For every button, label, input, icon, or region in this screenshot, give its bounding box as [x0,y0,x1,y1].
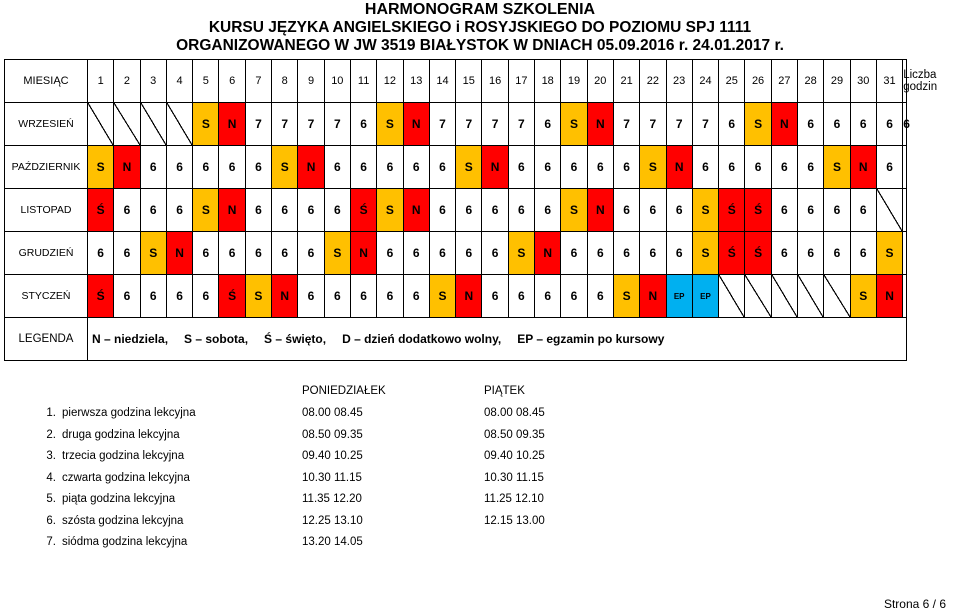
day-header: 27 [771,60,797,103]
day-header: 10 [324,60,350,103]
day-cell: 7 [640,103,666,146]
day-header: 12 [377,60,403,103]
day-cell: 6 [640,232,666,275]
day-header: 4 [166,60,192,103]
lesson-number: 6. [46,514,56,527]
day-cell: 6 [245,189,271,232]
day-cell: 7 [613,103,639,146]
day-cell: 6 [219,232,245,275]
day-cell: 6 [561,232,587,275]
day-cell: 7 [324,103,350,146]
day-cell: 6 [88,232,114,275]
day-cell: N [272,275,298,318]
day-cell: 6 [429,232,455,275]
empty-day-cell [771,275,797,318]
day-cell: EP [692,275,718,318]
total-cell [903,232,907,275]
day-cell: 6 [745,146,771,189]
day-cell: Ś [745,189,771,232]
day-header: 18 [535,60,561,103]
day-cell: 6 [245,232,271,275]
friday-time: 08.50 09.35 [484,428,545,441]
lesson-name: trzecia godzina lekcyjna [62,450,185,462]
day-cell: 7 [456,103,482,146]
day-cell: 7 [692,103,718,146]
total-hours-header: Liczba godzin [903,60,907,103]
day-header: 24 [692,60,718,103]
day-header: 13 [403,60,429,103]
title-line-1: HARMONOGRAM SZKOLENIA [364,1,596,18]
day-cell: 6 [613,232,639,275]
day-cell: 6 [771,189,797,232]
empty-day-cell [798,275,824,318]
lesson-number: 7. [46,536,56,548]
day-cell: 6 [272,232,298,275]
day-cell: 7 [272,103,298,146]
day-cell: 6 [561,275,587,318]
day-cell: S [193,189,219,232]
day-cell: N [456,275,482,318]
day-cell: 6 [535,189,561,232]
total-cell [903,189,907,232]
month-label: WRZESIEŃ [5,103,88,146]
legend-item: EP – egzamin po kursowy [517,332,665,346]
day-cell: 6 [850,189,876,232]
schedule-table [4,59,938,361]
day-cell: 6 [298,232,324,275]
day-cell: 6 [166,146,192,189]
day-cell: 6 [193,146,219,189]
day-header: 29 [824,60,850,103]
day-cell: 6 [377,275,403,318]
lesson-name: pierwsza godzina lekcyjna [62,407,196,419]
day-cell: N [219,103,245,146]
day-header: 20 [587,60,613,103]
day-cell: 6 [403,232,429,275]
month-label: LISTOPAD [5,189,88,232]
day-cell: S [456,146,482,189]
month-column-header: MIESIĄC [5,60,88,103]
day-cell: 7 [666,103,692,146]
day-header: 30 [850,60,876,103]
monday-time: 11.35 12.20 [302,493,362,505]
day-header: 3 [140,60,166,103]
day-cell: S [377,103,403,146]
day-cell: Ś [88,189,114,232]
day-cell: 6 [377,232,403,275]
day-cell: N [403,189,429,232]
day-cell: S [850,275,876,318]
day-cell: 6 [508,275,534,318]
day-cell: N [640,275,666,318]
day-cell: 6 [324,189,350,232]
monday-time: 08.50 09.35 [302,428,363,441]
day-cell: Ś [719,232,745,275]
day-cell: 6 [587,232,613,275]
day-cell: N [850,146,876,189]
month-label: PAŹDZIERNIK [5,146,88,189]
day-cell: S [508,232,534,275]
day-cell: S [88,146,114,189]
monday-header: PONIEDZIAŁEK [302,385,386,397]
day-cell: 6 [798,103,824,146]
empty-day-cell [166,103,192,146]
day-cell: Ś [219,275,245,318]
day-header: 21 [613,60,639,103]
day-cell: S [324,232,350,275]
day-header: 9 [298,60,324,103]
empty-day-cell [719,275,745,318]
day-cell: 7 [245,103,271,146]
day-header: 5 [193,60,219,103]
day-cell: 6 [613,189,639,232]
monday-time: 12.25 13.10 [302,514,363,527]
lesson-name: czwarta godzina lekcyjna [62,471,190,484]
total-cell: 6 [903,103,907,146]
day-cell: 6 [798,232,824,275]
day-cell: 6 [114,189,140,232]
day-cell: N [114,146,140,189]
day-cell: S [824,146,850,189]
lesson-number: 2. [46,428,56,441]
day-cell: 6 [114,232,140,275]
lesson-name: piąta godzina lekcyjna [62,493,176,505]
day-cell: 6 [298,189,324,232]
total-cell [903,146,907,189]
day-cell: 6 [403,275,429,318]
title-line-3: ORGANIZOWANEGO W JW 3519 BIAŁYSTOK W DNIACH 05.09.2016 r. 24.01.2017 r. [176,37,784,54]
day-cell: 6 [587,275,613,318]
day-header: 11 [350,60,376,103]
monday-time: 08.00 08.45 [302,407,363,419]
day-header: 28 [798,60,824,103]
day-header: 2 [114,60,140,103]
day-cell: 6 [114,275,140,318]
day-cell: 6 [824,232,850,275]
day-cell: N [482,146,508,189]
day-cell: 6 [824,103,850,146]
day-cell: N [219,189,245,232]
day-cell: 6 [377,146,403,189]
day-cell: S [745,103,771,146]
day-cell: S [876,232,902,275]
day-cell: 6 [403,146,429,189]
friday-header: PIĄTEK [484,385,525,397]
day-cell: 6 [719,146,745,189]
day-cell: 6 [508,146,534,189]
day-cell: Ś [350,189,376,232]
month-label: GRUDZIEŃ [5,232,88,275]
legend-item: Ś – święto, [264,332,327,346]
day-cell: S [692,232,718,275]
day-cell: Ś [88,275,114,318]
day-cell: 6 [824,189,850,232]
day-cell: 6 [245,146,271,189]
day-cell: 6 [140,146,166,189]
day-cell: N [587,189,613,232]
day-cell: N [587,103,613,146]
day-cell: S [561,189,587,232]
day-cell: 6 [193,275,219,318]
legend [88,318,907,361]
title-line-2: KURSU JĘZYKA ANGIELSKIEGO i ROSYJSKIEGO DO POZIOMU SPJ 1111 [208,19,752,36]
day-cell: 6 [166,275,192,318]
day-header: 8 [272,60,298,103]
day-cell: 6 [350,146,376,189]
lesson-name: szósta godzina lekcyjna [62,514,184,527]
legend-item: N – niedziela, [92,332,169,346]
day-cell: S [272,146,298,189]
day-header: 14 [429,60,455,103]
empty-day-cell [140,103,166,146]
day-cell: 6 [719,103,745,146]
lesson-number: 3. [46,450,56,462]
lesson-name: druga godzina lekcyjna [62,428,180,441]
day-cell: 6 [771,232,797,275]
empty-day-cell [876,189,902,232]
day-cell: Ś [745,232,771,275]
day-header: 17 [508,60,534,103]
day-cell: N [666,146,692,189]
day-cell: Ś [719,189,745,232]
empty-day-cell [114,103,140,146]
day-cell: EP [666,275,692,318]
monday-time: 10.30 11.15 [302,471,362,484]
day-header: 25 [719,60,745,103]
day-cell: S [561,103,587,146]
day-cell: 6 [613,146,639,189]
day-header: 22 [640,60,666,103]
day-header: 19 [561,60,587,103]
lesson-number: 4. [46,471,56,484]
day-cell: N [771,103,797,146]
day-cell: 6 [850,232,876,275]
day-cell: 6 [219,146,245,189]
day-cell: N [350,232,376,275]
total-cell [903,275,907,318]
day-cell: 6 [298,275,324,318]
day-cell: 6 [324,146,350,189]
day-cell: 6 [850,103,876,146]
empty-day-cell [824,275,850,318]
day-cell: 6 [140,189,166,232]
day-cell: 6 [482,275,508,318]
legend-item: D – dzień dodatkowo wolny, [342,332,502,346]
page-number: Strona 6 / 6 [883,597,946,611]
day-cell: N [535,232,561,275]
friday-time: 08.00 08.45 [484,407,545,419]
day-header: 1 [88,60,114,103]
day-cell: 6 [429,189,455,232]
monday-time: 13.20 14.05 [302,536,363,548]
day-header: 16 [482,60,508,103]
day-cell: S [613,275,639,318]
day-cell: S [640,146,666,189]
day-cell: S [140,232,166,275]
day-cell: 7 [429,103,455,146]
friday-time: 12.15 13.00 [484,514,545,527]
month-label: STYCZEŃ [5,275,88,318]
friday-time: 10.30 11.15 [484,471,544,484]
day-cell: 6 [692,146,718,189]
day-cell: S [377,189,403,232]
day-cell: N [876,275,902,318]
day-cell: 6 [798,189,824,232]
day-header: 23 [666,60,692,103]
lesson-number: 1. [46,407,56,419]
day-header: 26 [745,60,771,103]
day-cell: 6 [482,232,508,275]
day-header: 6 [219,60,245,103]
day-cell: 6 [666,189,692,232]
lesson-name: siódma godzina lekcyjna [62,536,188,548]
day-cell: 6 [140,275,166,318]
day-cell: 6 [640,189,666,232]
day-cell: S [692,189,718,232]
day-cell: N [403,103,429,146]
day-cell: 6 [350,275,376,318]
day-cell: 6 [535,146,561,189]
friday-time: 11.25 12.10 [484,493,544,505]
day-cell: 6 [193,232,219,275]
day-cell: 6 [456,189,482,232]
day-cell: 6 [456,232,482,275]
empty-day-cell [88,103,114,146]
day-cell: 7 [508,103,534,146]
day-cell: 6 [771,146,797,189]
day-cell: 6 [561,146,587,189]
lesson-number: 5. [46,493,56,505]
legend-title: LEGENDA [5,318,88,361]
day-cell: 6 [876,146,902,189]
day-header: 7 [245,60,271,103]
day-cell: 6 [535,103,561,146]
day-cell: 6 [350,103,376,146]
day-cell: 6 [587,146,613,189]
day-cell: N [298,146,324,189]
empty-day-cell [745,275,771,318]
day-cell: S [429,275,455,318]
day-cell: 6 [482,189,508,232]
day-cell: 6 [666,232,692,275]
day-cell: 6 [324,275,350,318]
monday-time: 09.40 10.25 [302,450,363,462]
day-cell: S [245,275,271,318]
day-cell: 6 [272,189,298,232]
day-cell: 6 [429,146,455,189]
friday-time: 09.40 10.25 [484,450,545,462]
day-cell: N [166,232,192,275]
day-cell: 6 [166,189,192,232]
day-header: 31 [876,60,902,103]
day-cell: 6 [876,103,902,146]
day-cell: 6 [508,189,534,232]
day-cell: 7 [298,103,324,146]
legend-item: S – sobota, [184,332,249,346]
day-cell: 6 [535,275,561,318]
day-header: 15 [456,60,482,103]
day-cell: 7 [482,103,508,146]
day-cell: 6 [798,146,824,189]
day-cell: S [193,103,219,146]
